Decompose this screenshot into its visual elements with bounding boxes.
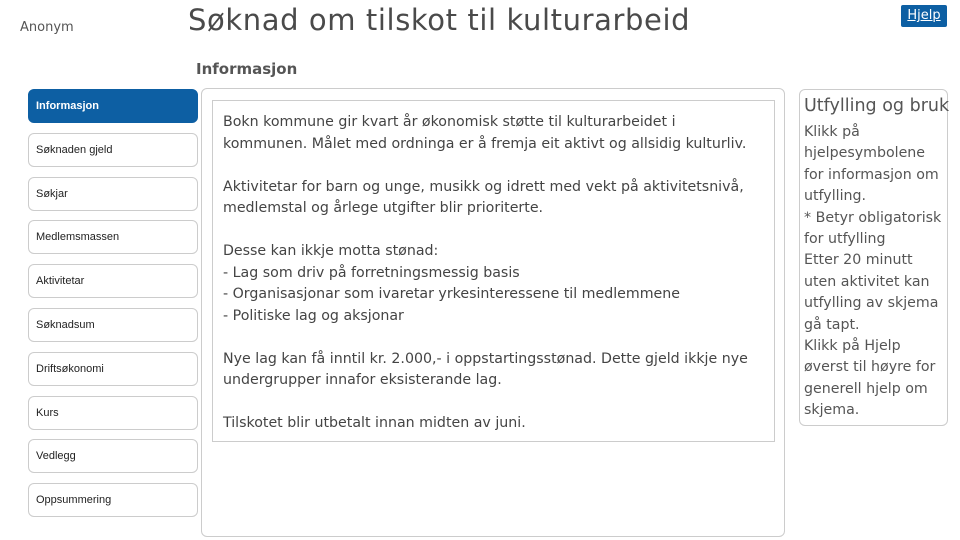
user-label: Anonym — [20, 20, 74, 35]
info-paragraph-payout: Tilskotet blir utbetalt innan midten av juni. — [223, 415, 526, 431]
sidebar-item-aktivitetar[interactable]: Aktivitetar — [28, 264, 198, 298]
sidebar-item-vedlegg[interactable]: Vedlegg — [28, 439, 198, 473]
sidebar-nav — [28, 89, 198, 527]
help-line: * Betyr obligatorisk — [804, 209, 942, 226]
help-line: Etter 20 minutt — [804, 252, 913, 269]
sidebar-item-oppsummering[interactable]: Oppsummering — [28, 483, 198, 517]
sidebar-item-informasjon[interactable]: Informasjon — [28, 89, 198, 123]
list-item: - Organisasjonar som ivaretar yrkesinteressene til medlemmene — [223, 284, 764, 306]
sidebar-item-soknaden-gjeld[interactable]: Søknaden gjeld — [28, 133, 198, 167]
help-line: utfylling. — [804, 188, 867, 205]
help-panel — [799, 89, 948, 426]
sidebar-item-driftsokonomi[interactable]: Driftsøkonomi — [28, 352, 198, 386]
help-line: øverst til høyre for — [804, 359, 936, 376]
help-line: uten aktivitet kan — [804, 273, 930, 290]
help-line: gå tapt. — [804, 316, 860, 333]
section-title: Informasjon — [196, 60, 298, 78]
main-panel — [201, 88, 785, 537]
help-link[interactable]: Hjelp — [901, 5, 947, 27]
info-paragraph-priorities: Aktivitetar for barn og unge, musikk og idrett med vekt på aktivitetsnivå, medlemstal og årlege utgifter blir prioriterte. — [223, 178, 744, 216]
exclusion-list — [223, 263, 764, 328]
help-line: for utfylling — [804, 231, 886, 248]
help-line: Klikk på — [804, 124, 860, 140]
list-item: - Lag som driv på forretningsmessig basis — [223, 263, 764, 285]
info-box — [212, 100, 775, 442]
page-title: Søknad om tilskot til kulturarbeid — [188, 3, 691, 37]
help-line: for informasjon om — [804, 166, 939, 183]
sidebar-item-sokjar[interactable]: Søkjar — [28, 177, 198, 211]
info-paragraph-intro: Bokn kommune gir kvart år økonomisk støtte til kulturarbeidet i kommunen. Målet med ordninga er å fremja eit aktivt og allsidig kulturliv. — [223, 114, 747, 152]
help-panel-title: Utfylling og bruk — [804, 96, 950, 116]
help-line: skjema. — [804, 402, 860, 419]
info-paragraph-startup-support: Nye lag kan få inntil kr. 2.000,- i oppstartingsstønad. Dette gjeld ikkje nye undergrupper innafor eksisterande lag. — [223, 350, 748, 388]
help-line: hjelpesymbolene — [804, 145, 926, 162]
sidebar-item-medlemsmassen[interactable]: Medlemsmassen — [28, 220, 198, 254]
help-line: generell hjelp om — [804, 380, 928, 397]
list-item: - Politiske lag og aksjonar — [223, 306, 764, 328]
help-line: utfylling av skjema — [804, 295, 939, 312]
info-paragraph-exclusions-intro: Desse kan ikkje motta stønad: — [223, 243, 439, 259]
sidebar-item-soknadsum[interactable]: Søknadsum — [28, 308, 198, 342]
help-line: Klikk på Hjelp — [804, 338, 901, 355]
sidebar-item-kurs[interactable]: Kurs — [28, 396, 198, 430]
